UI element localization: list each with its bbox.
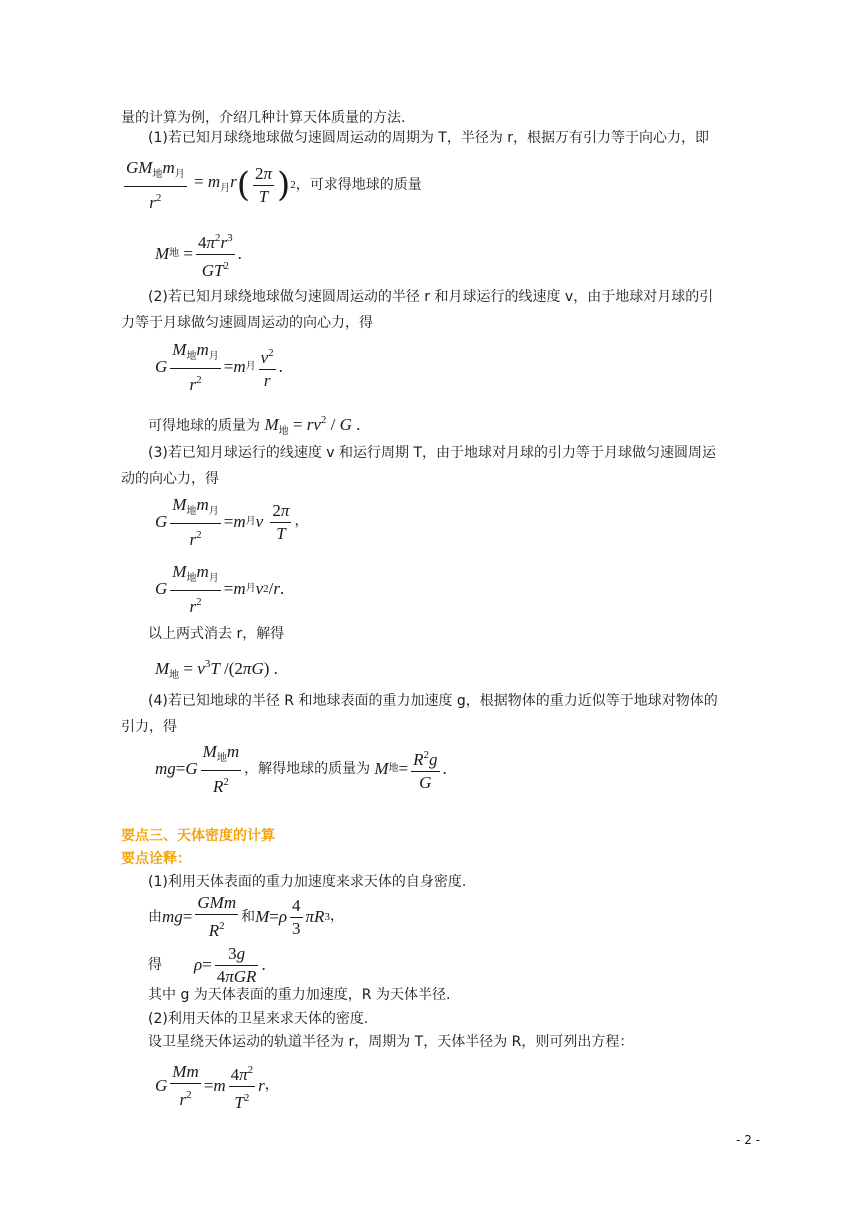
method1-text: (1)若已知月球绕地球做匀速圆周运动的周期为 T，半径为 r，根据万有引力等于向心力，即: [148, 130, 710, 146]
section-subtitle: 要点诠释：: [121, 851, 191, 867]
section-item-1: (1)利用天体表面的重力加速度来求天体的自身密度.: [148, 874, 467, 890]
section-setup: 设卫星绕天体运动的轨道半径为 r，周期为 T，天体半径为 R，则可列出方程：: [148, 1034, 634, 1050]
method1-after: ，可求得地球的质量: [295, 177, 422, 193]
method2-text-1: (2)若已知月球绕地球做匀速圆周运动的半径 r 和月球运行的线速度 v，由于地球对月球的引: [148, 289, 714, 305]
method1-equation: $\frac{GM_地m_月}{r^2}$ = $m_月r$ ( $\frac{2\pi}{T}$ ) 2 ，可求得地球的质量: [126, 157, 422, 212]
page-number: - 2 -: [736, 1133, 760, 1147]
density-equation-3: G $\frac{Mm}{r^2}$ = m $\frac{4\pi^2}{T^2}$ r ，: [155, 1062, 279, 1112]
method2-text-2: 力等于月球做匀速圆周运动的向心力，得: [121, 315, 373, 331]
method3-equation-1: G $\frac{M_地m_月}{r^2}$ = m 月 v $\frac{2\pi}{T}$ ，: [155, 494, 309, 549]
method4-middle: ，解得地球的质量为: [244, 761, 371, 777]
density-equation-1: 由 mg = $\frac{\text{GMm}}{R^2}$ 和 M = ρ $\frac{4}{3}$ πR 3 ，: [148, 893, 344, 940]
section-item-2: (2)利用天体的卫星来求天体的密度.: [148, 1011, 369, 1027]
method3-text-2: 动的向心力，得: [121, 471, 219, 487]
method2-equation: G $\frac{M_地m_月}{r^2}$ = m 月 $\frac{v^2}{r}$ .: [155, 339, 283, 394]
density-equation-2: 得 ρ = $\frac{3g}{\text{4πGR}}$ .: [148, 943, 266, 986]
method4-text-1: (4)若已知地球的半径 R 和地球表面的重力加速度 g，根据物体的重力近似等于地球对物体的: [148, 693, 718, 709]
intro-text: 量的计算为例，介绍几种计算天体质量的方法.: [121, 110, 406, 126]
method3-result: $M_地 = v^3T$ /(2πG) .: [155, 658, 278, 681]
section-where: 其中 g 为天体表面的重力加速度，R 为天体半径.: [148, 987, 451, 1003]
method4-text-2: 引力，得: [121, 719, 177, 735]
method1-result: M 地 = $\frac{4\pi^2r^3}{GT^2}$ .: [155, 231, 242, 280]
method3-equation-2: G $\frac{M_地m_月}{r^2}$ = m 月 v 2 / r .: [155, 561, 285, 616]
method3-text-1: (3)若已知月球运行的线速度 v 和运行周期 T，由于地球对月球的引力等于月球做匀速圆周运: [148, 445, 717, 461]
method3-eliminate: 以上两式消去 r，解得: [148, 626, 285, 642]
method2-result: 可得地球的质量为 $M_地 = rv^2 / G$ .: [148, 414, 361, 437]
section-title: 要点三、天体密度的计算: [121, 828, 275, 844]
method4-equation: mg = G $\frac{M_地m}{R^2}$ ，解得地球的质量为 M 地 = $\frac{R^2g}{G}$ .: [155, 741, 447, 796]
